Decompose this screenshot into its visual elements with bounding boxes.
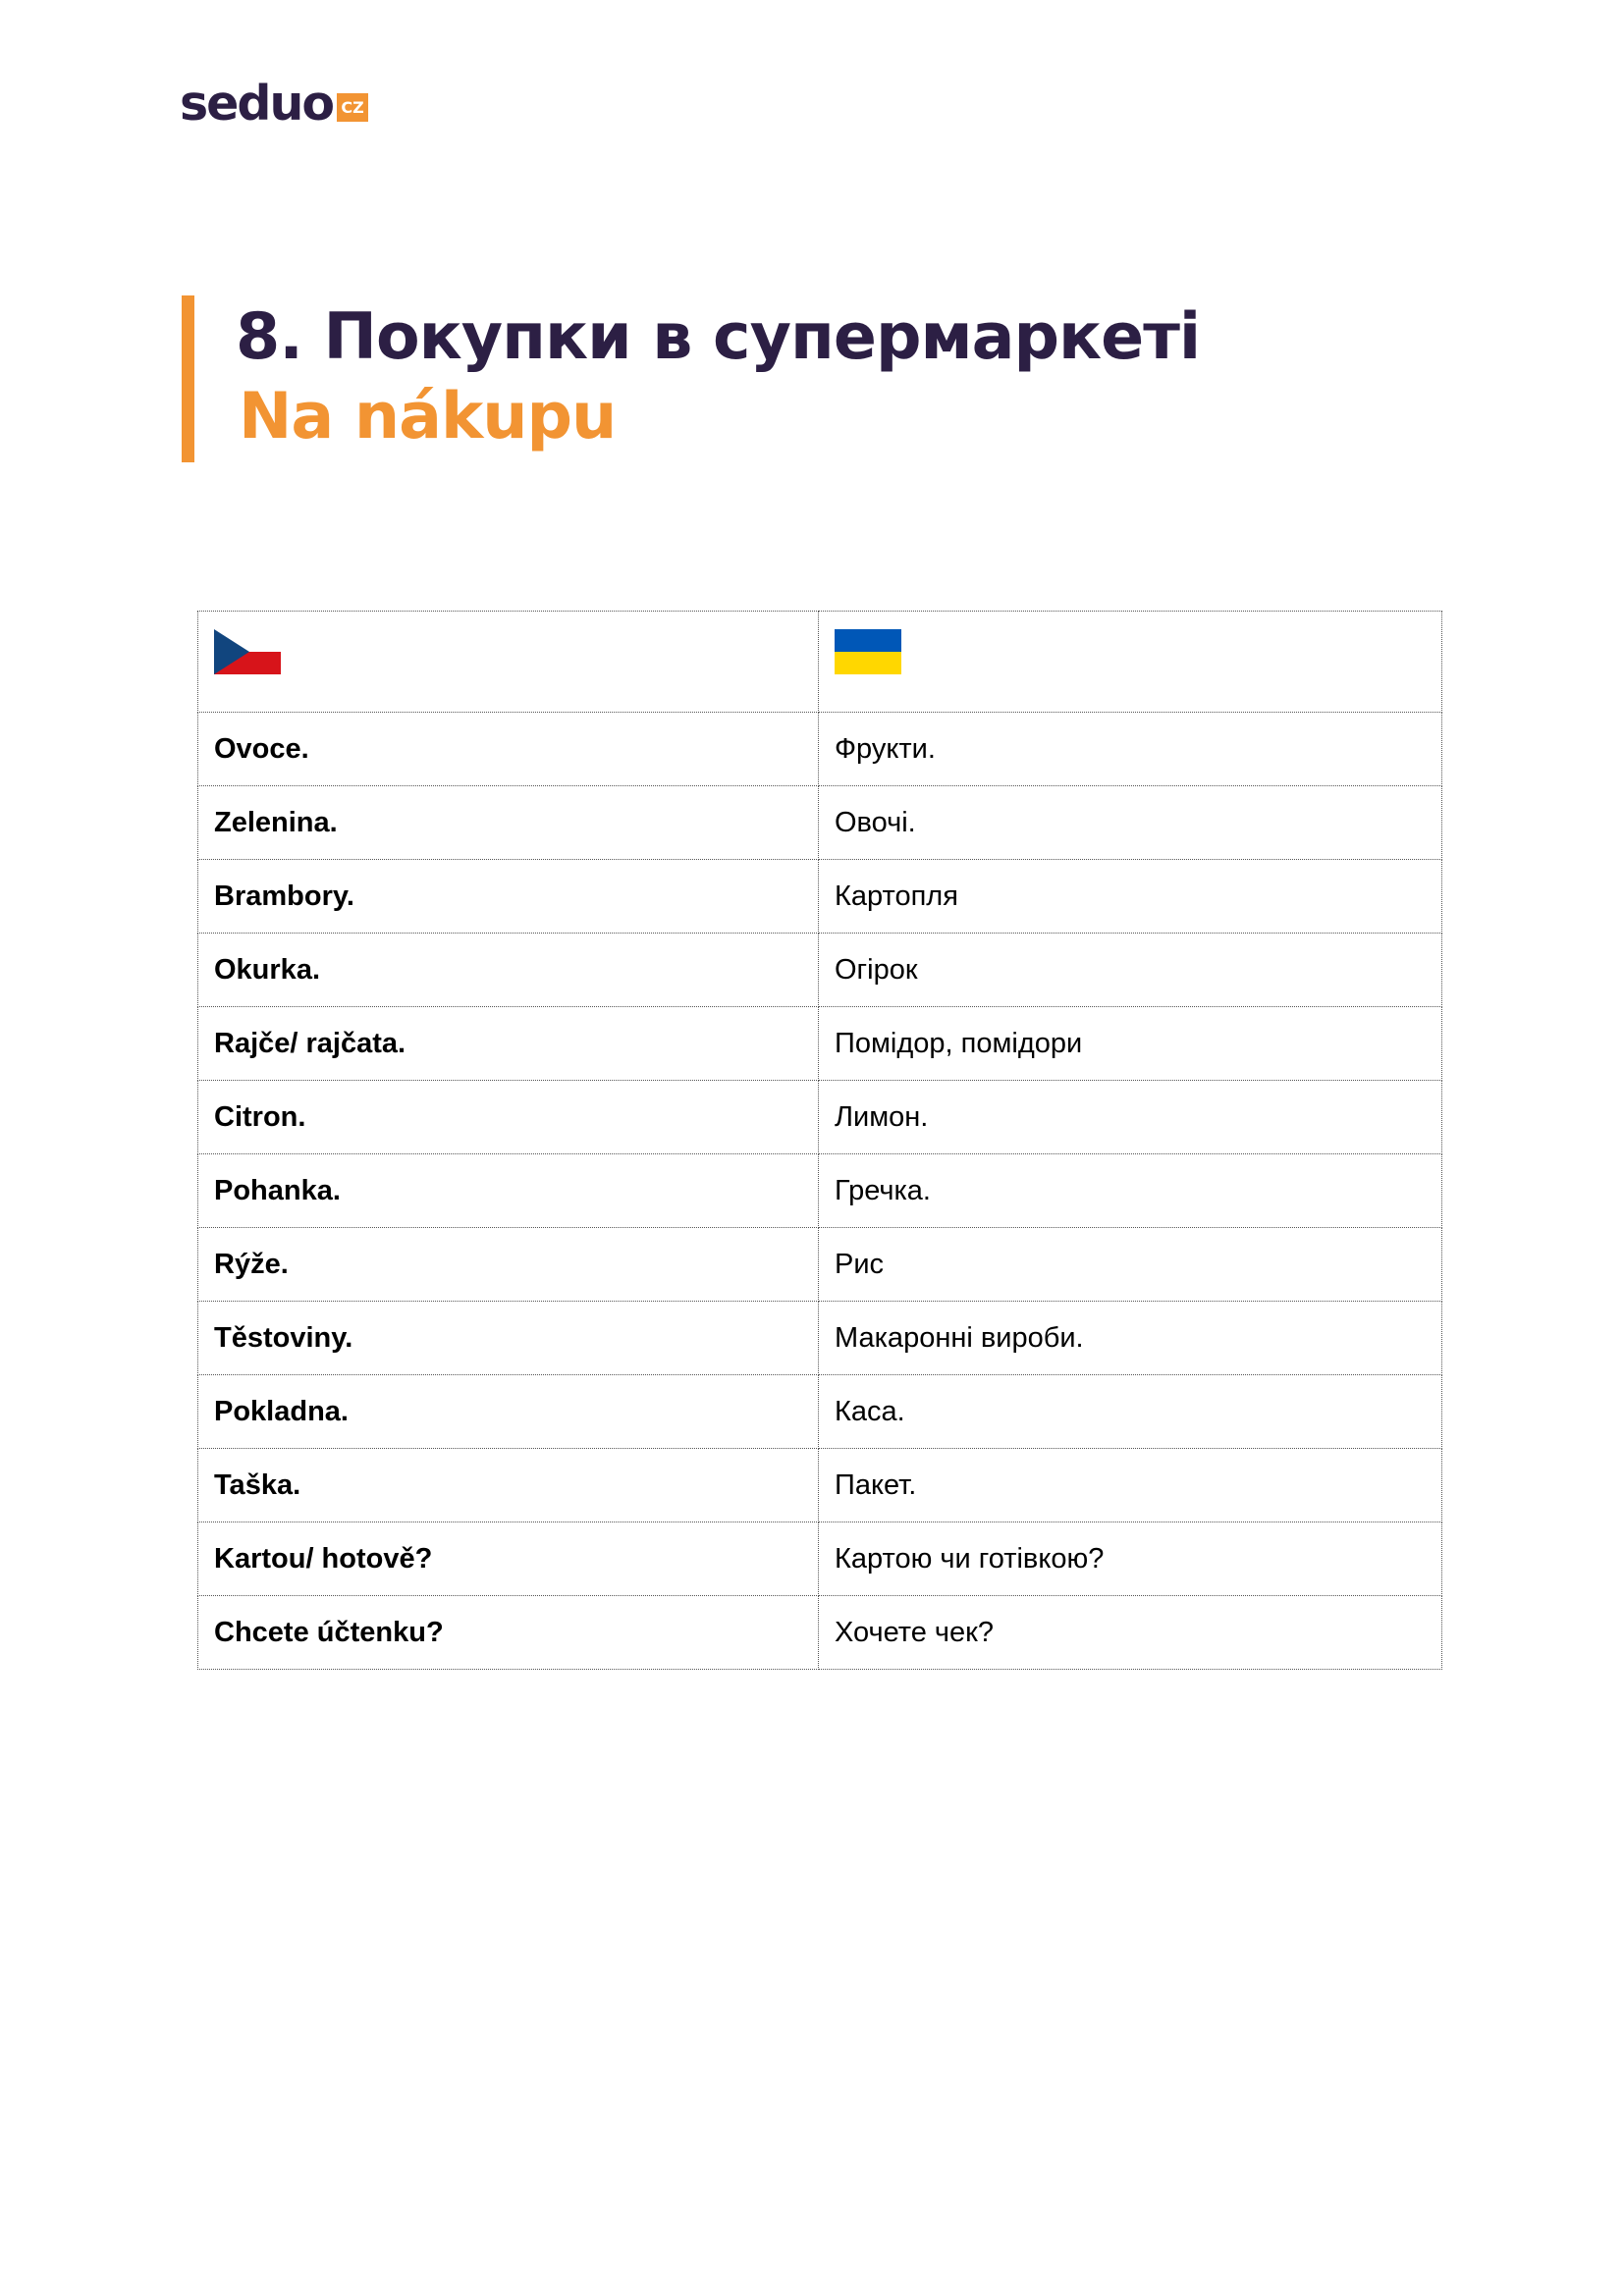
ukrainian-word: Пакет. bbox=[819, 1449, 1442, 1522]
ukrainian-word: Рис bbox=[819, 1228, 1442, 1302]
title-accent-bar bbox=[182, 295, 194, 462]
czech-word: Taška. bbox=[198, 1449, 819, 1522]
table-row bbox=[198, 1081, 1442, 1154]
table-row bbox=[198, 786, 1442, 860]
ukrainian-word: Гречка. bbox=[819, 1154, 1442, 1228]
table-row bbox=[198, 1228, 1442, 1302]
vocabulary-table bbox=[197, 611, 1442, 1670]
logo-wordmark: seduo bbox=[180, 76, 334, 132]
ukrainian-phrase: Хочете чек? bbox=[819, 1596, 1442, 1670]
table-row bbox=[198, 1007, 1442, 1081]
czech-word: Okurka. bbox=[198, 934, 819, 1007]
table-row bbox=[198, 1302, 1442, 1375]
table-row bbox=[198, 713, 1442, 786]
logo-badge: CZ bbox=[337, 93, 368, 122]
czech-word: Brambory. bbox=[198, 860, 819, 934]
ukrainian-word: Помідор, помідори bbox=[819, 1007, 1442, 1081]
table-row bbox=[198, 1375, 1442, 1449]
table-row bbox=[198, 860, 1442, 934]
table-row bbox=[198, 1522, 1442, 1596]
czech-column-header bbox=[198, 612, 819, 713]
czech-word: Zelenina. bbox=[198, 786, 819, 860]
czech-word: Pokladna. bbox=[198, 1375, 819, 1449]
czech-word: Pohanka. bbox=[198, 1154, 819, 1228]
czech-word: Ovoce. bbox=[198, 713, 819, 786]
table-header-row bbox=[198, 612, 1442, 713]
czech-phrase: Kartou/ hotově? bbox=[198, 1522, 819, 1596]
ukrainian-word: Картопля bbox=[819, 860, 1442, 934]
table-row bbox=[198, 1154, 1442, 1228]
ukrainian-word: Лимон. bbox=[819, 1081, 1442, 1154]
ukrainian-column-header bbox=[819, 612, 1442, 713]
table-row bbox=[198, 1449, 1442, 1522]
czech-word: Rajče/ rajčata. bbox=[198, 1007, 819, 1081]
czech-word: Těstoviny. bbox=[198, 1302, 819, 1375]
ukrainian-word: Овочі. bbox=[819, 786, 1442, 860]
ukraine-flag-icon bbox=[835, 629, 901, 674]
ukrainian-word: Фрукти. bbox=[819, 713, 1442, 786]
czech-word: Rýže. bbox=[198, 1228, 819, 1302]
ukrainian-word: Огірок bbox=[819, 934, 1442, 1007]
ukrainian-phrase: Картою чи готівкою? bbox=[819, 1522, 1442, 1596]
table-row bbox=[198, 1596, 1442, 1670]
ukrainian-word: Макаронні вироби. bbox=[819, 1302, 1442, 1375]
page-title-czech: Na nákupu bbox=[239, 380, 617, 454]
czech-flag-icon bbox=[214, 629, 281, 674]
table-row bbox=[198, 934, 1442, 1007]
page-title-ukrainian: 8. Покупки в супермаркеті bbox=[236, 300, 1201, 374]
czech-phrase: Chcete účtenku? bbox=[198, 1596, 819, 1670]
ukrainian-word: Каса. bbox=[819, 1375, 1442, 1449]
czech-word: Citron. bbox=[198, 1081, 819, 1154]
seduo-logo bbox=[180, 77, 368, 132]
